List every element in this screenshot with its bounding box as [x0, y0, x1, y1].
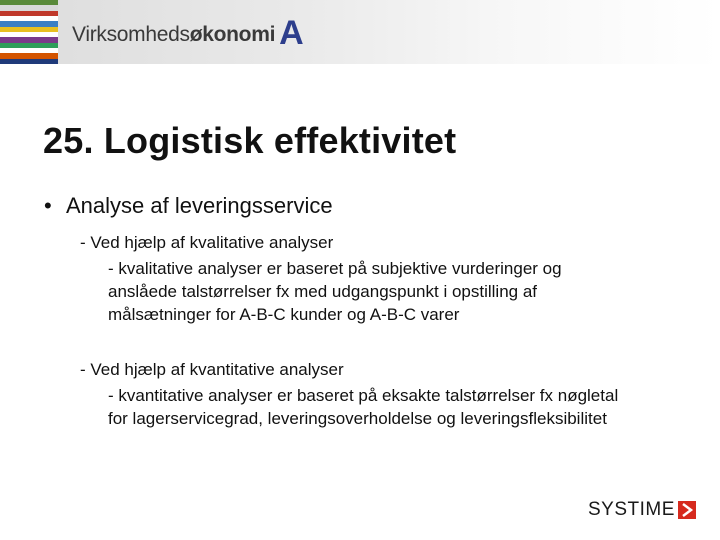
publisher-logo — [588, 499, 696, 521]
section-detail — [108, 384, 694, 430]
color-stripes — [0, 0, 58, 64]
play-arrow-icon — [678, 501, 696, 519]
section-detail — [108, 257, 694, 326]
header-banner — [0, 0, 720, 64]
logo-text-light: Virksomheds — [72, 23, 190, 46]
detail-line: - kvalitative analyser er baseret på subjektive vurderinger og — [108, 259, 562, 278]
main-bullet — [44, 193, 694, 219]
slide-title: 25. Logistisk effektivitet — [43, 120, 457, 161]
section-heading: - Ved hjælp af kvantitative analyser — [80, 360, 344, 379]
detail-line: anslåede talstørrelser fx med udgangspunkt i opstilling af — [108, 282, 538, 301]
logo-letter: A — [279, 14, 304, 52]
detail-line: målsætninger for A-B-C kunder og A-B-C varer — [108, 305, 460, 324]
main-bullet-text: Analyse af leveringsservice — [66, 193, 333, 218]
bullet-dot: • — [44, 193, 52, 218]
logo-text-bold: økonomi — [189, 23, 276, 46]
detail-line: - kvantitative analyser er baseret på eksakte talstørrelser fx nøgletal — [108, 386, 619, 405]
publication-logo — [72, 14, 304, 52]
section-heading: - Ved hjælp af kvalitative analyser — [80, 233, 334, 252]
publisher-name: SYSTIME — [588, 499, 675, 520]
detail-line: for lagerservicegrad, leveringsoverholdelse og leveringsfleksibilitet — [108, 409, 607, 428]
slide-content — [44, 193, 694, 430]
color-stripe — [0, 59, 58, 64]
logo-text — [72, 22, 275, 48]
